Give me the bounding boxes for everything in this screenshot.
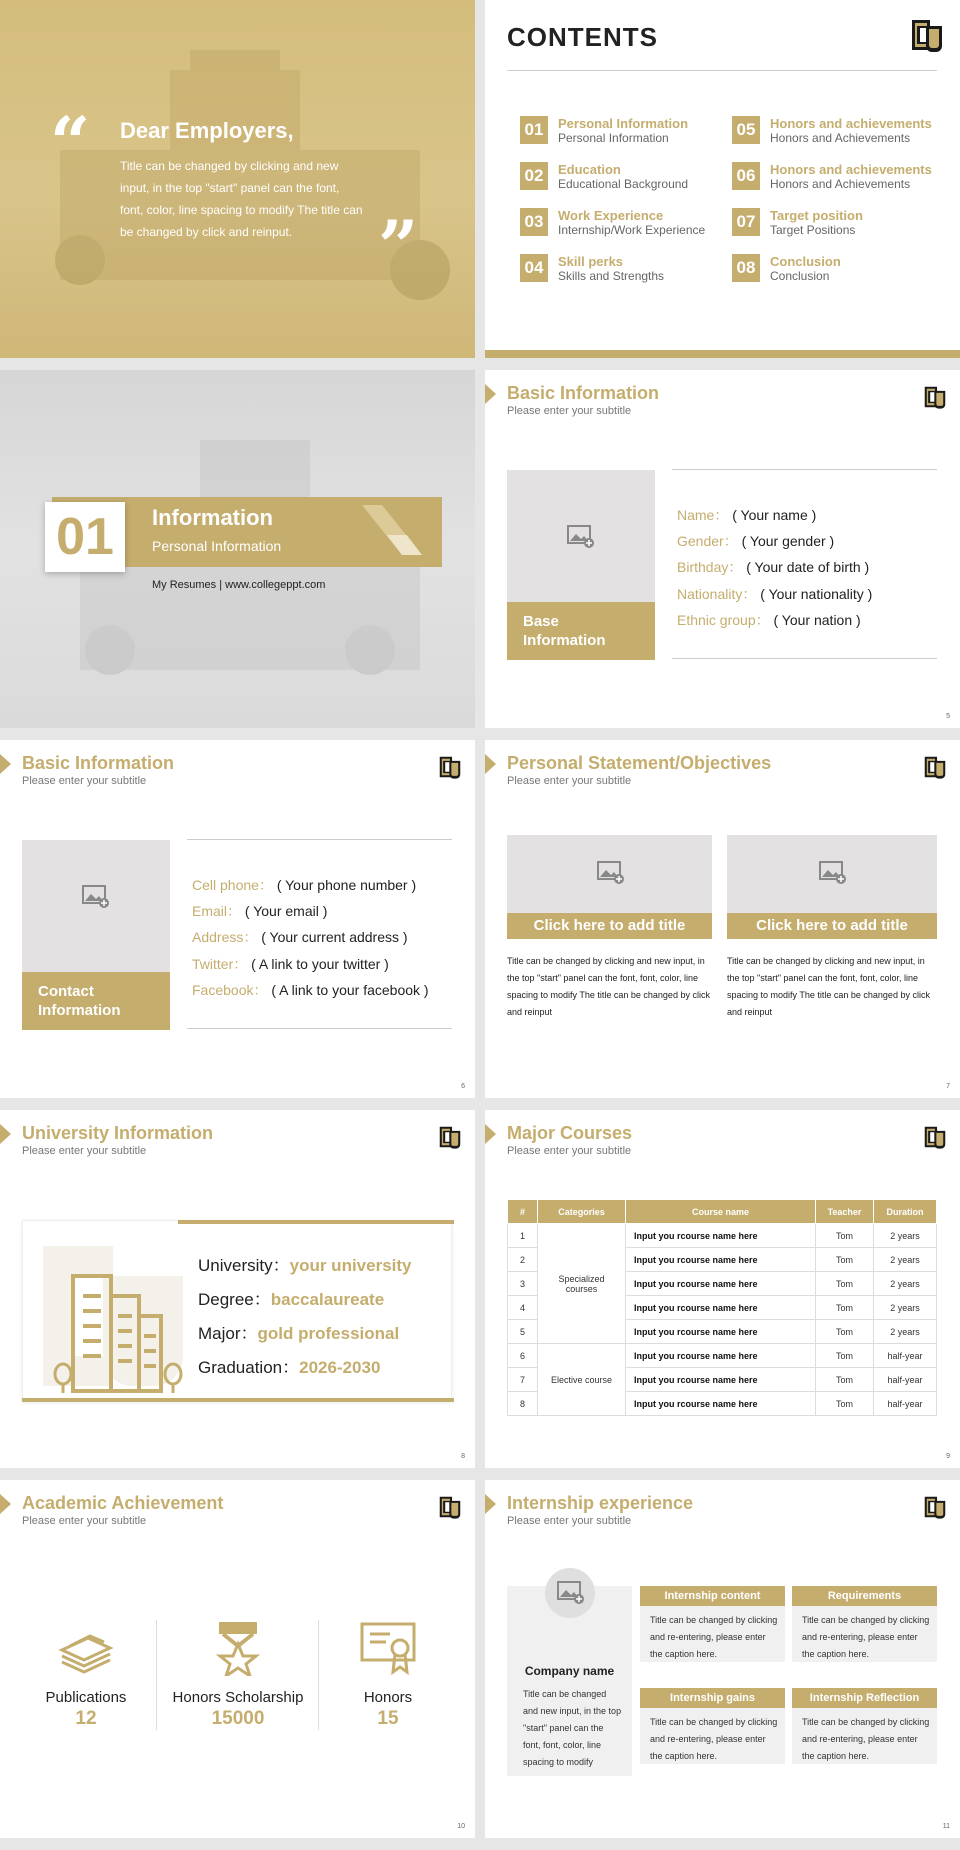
field-name[interactable]: Name： ( Your name ) xyxy=(677,507,817,523)
contents-item-title: Personal Information xyxy=(558,116,689,131)
slide-title: Personal Statement/Objectives xyxy=(507,753,772,773)
major-row[interactable]: Major：gold professional xyxy=(198,1324,400,1343)
header-arrow-icon xyxy=(485,384,496,404)
company-logo-placeholder[interactable] xyxy=(545,1568,595,1618)
close-quote-icon: ” xyxy=(378,205,419,288)
teacher: Tom xyxy=(816,1224,874,1248)
contents-item-title: Target position xyxy=(770,208,863,223)
contents-item-subtitle: Educational Background xyxy=(558,177,689,191)
page-number: 6 xyxy=(461,1083,465,1090)
contents-item-number: 05 xyxy=(732,116,760,144)
university-logo-icon xyxy=(437,754,463,780)
image-placeholder-icon xyxy=(82,885,110,909)
table-row[interactable] xyxy=(508,1344,937,1368)
cover-title: Dear Employers, xyxy=(120,118,294,143)
course-name: Input you rcourse name here xyxy=(626,1344,816,1368)
contents-item-number: 04 xyxy=(520,254,548,282)
course-name: Input you rcourse name here xyxy=(626,1320,816,1344)
base-information-caption: Base Information xyxy=(507,602,655,660)
teacher: Tom xyxy=(816,1296,874,1320)
contents-item-title: Honors and achievements xyxy=(770,162,932,177)
slide-cover xyxy=(0,0,475,358)
row-number: 4 xyxy=(508,1296,538,1320)
internship-reflection-box xyxy=(792,1688,937,1764)
statement-text: Title can be changed by clicking and new input, in the top "start" panel can the font, font, color, line spacing to modify The title can be changed by click and reinput xyxy=(507,956,710,1017)
contents-item-title: Conclusion xyxy=(770,254,841,269)
achievement-value: 12 xyxy=(75,1708,97,1729)
achievement-label: Publications xyxy=(45,1689,127,1706)
slide-academic-achievement xyxy=(0,1480,475,1838)
teacher: Tom xyxy=(816,1344,874,1368)
contents-item[interactable] xyxy=(732,116,942,150)
box-heading: Requirements xyxy=(792,1586,937,1606)
section-footer: My Resumes | www.collegeppt.com xyxy=(152,579,326,591)
medal-icon xyxy=(213,1620,263,1676)
slide-title: Basic Information xyxy=(22,753,175,773)
page-number: 5 xyxy=(946,713,950,720)
table-row[interactable] xyxy=(508,1224,937,1248)
slide-section xyxy=(0,370,475,728)
achievement-label: Honors Scholarship xyxy=(172,1689,304,1706)
contents-item-number: 08 xyxy=(732,254,760,282)
table-header-row xyxy=(508,1200,937,1224)
row-number: 2 xyxy=(508,1248,538,1272)
row-number: 1 xyxy=(508,1224,538,1248)
contents-item-subtitle: Target Positions xyxy=(770,223,856,237)
contents-title: CONTENTS xyxy=(507,22,658,52)
field-cell-phone[interactable]: Cell phone： ( Your phone number ) xyxy=(192,877,417,893)
contents-item-number: 07 xyxy=(732,208,760,236)
page-number: 8 xyxy=(461,1453,465,1460)
row-number: 6 xyxy=(508,1344,538,1368)
row-number: 5 xyxy=(508,1320,538,1344)
course-name: Input you rcourse name here xyxy=(626,1272,816,1296)
slide-basic-information xyxy=(485,370,960,728)
field-ethnic-group[interactable]: Ethnic group： ( Your nation ) xyxy=(677,612,861,628)
requirements-box xyxy=(792,1586,937,1662)
duration: half-year xyxy=(874,1368,937,1392)
slide-subtitle: Please enter your subtitle xyxy=(507,405,632,417)
add-title-button[interactable]: Click here to add title xyxy=(727,913,937,939)
teacher: Tom xyxy=(816,1248,874,1272)
row-number: 8 xyxy=(508,1392,538,1416)
slide-subtitle: Please enter your subtitle xyxy=(22,1145,147,1157)
university-logo-icon xyxy=(908,16,946,54)
image-placeholder-icon xyxy=(567,525,595,549)
slide-title: Basic Information xyxy=(507,383,660,403)
slide-title: University Information xyxy=(22,1123,214,1143)
divider xyxy=(187,1028,452,1029)
contents-item-subtitle: Honors and Achievements xyxy=(770,131,911,145)
degree-row[interactable]: Degree：baccalaureate xyxy=(198,1290,385,1309)
university-logo-icon xyxy=(437,1494,463,1520)
column-header: Course name xyxy=(626,1200,816,1224)
contents-item-subtitle: Skills and Strengths xyxy=(558,269,665,283)
contents-divider xyxy=(507,70,937,71)
contents-item-title: Skill perks xyxy=(558,254,624,269)
slide-title: Academic Achievement xyxy=(22,1493,224,1513)
field-address[interactable]: Address： ( Your current address ) xyxy=(192,929,408,945)
field-nationality[interactable]: Nationality： ( Your nationality ) xyxy=(677,586,873,602)
achievement-honors xyxy=(318,1620,458,1730)
university-logo-icon xyxy=(922,1494,948,1520)
field-email[interactable]: Email： ( Your email ) xyxy=(192,903,328,919)
box-heading: Internship Reflection xyxy=(792,1688,937,1708)
card-bottom-bar xyxy=(22,1398,454,1402)
course-name: Input you rcourse name here xyxy=(626,1296,816,1320)
achievement-publications xyxy=(16,1620,156,1730)
box-heading: Internship content xyxy=(640,1586,785,1606)
column-header: # xyxy=(508,1200,538,1224)
section-number: 01 xyxy=(45,502,125,572)
university-row[interactable]: University：your university xyxy=(198,1256,412,1275)
page-number: 10 xyxy=(457,1823,465,1830)
contents-item-subtitle: Internship/Work Experience xyxy=(558,223,706,237)
card-top-bar xyxy=(178,1220,454,1224)
image-placeholder[interactable] xyxy=(507,835,712,913)
university-logo-icon xyxy=(437,1124,463,1150)
image-placeholder[interactable] xyxy=(727,835,937,913)
field-facebook[interactable]: Facebook： ( A link to your facebook ) xyxy=(192,982,429,998)
contents-item-subtitle: Conclusion xyxy=(770,269,830,283)
achievement-scholarship xyxy=(168,1620,308,1730)
image-placeholder-icon xyxy=(819,861,847,885)
duration: 2 years xyxy=(874,1224,937,1248)
internship-gains-box xyxy=(640,1688,785,1764)
internship-content-box xyxy=(640,1586,785,1662)
books-icon xyxy=(56,1620,116,1676)
contents-item[interactable] xyxy=(520,116,730,150)
box-text: Title can be changed by clicking and re-entering, please enter the caption here. xyxy=(802,1717,930,1761)
contents-item-title: Education xyxy=(558,162,621,177)
duration: half-year xyxy=(874,1344,937,1368)
box-text: Title can be changed by clicking and re-entering, please enter the caption here. xyxy=(650,1615,778,1659)
decorative-stripes xyxy=(362,505,432,565)
field-gender[interactable]: Gender： ( Your gender ) xyxy=(677,533,835,549)
header-arrow-icon xyxy=(485,1494,496,1514)
category-cell: Specialized courses xyxy=(538,1224,626,1344)
slide-title: Internship experience xyxy=(507,1493,694,1513)
row-number: 7 xyxy=(508,1368,538,1392)
slide-subtitle: Please enter your subtitle xyxy=(507,1145,632,1157)
duration: 2 years xyxy=(874,1320,937,1344)
teacher: Tom xyxy=(816,1368,874,1392)
duration: 2 years xyxy=(874,1248,937,1272)
duration: 2 years xyxy=(874,1272,937,1296)
slide-contents xyxy=(485,0,960,358)
slide-subtitle: Please enter your subtitle xyxy=(22,1515,147,1527)
contents-item-number: 06 xyxy=(732,162,760,190)
company-description: Title can be changed and new input, in the top "start" panel can the font, font, color, line spacing to modify xyxy=(523,1689,622,1767)
header-arrow-icon xyxy=(0,1124,11,1144)
category-cell: Elective course xyxy=(538,1344,626,1416)
course-name: Input you rcourse name here xyxy=(626,1224,816,1248)
box-heading: Internship gains xyxy=(640,1688,785,1708)
slide-subtitle: Please enter your subtitle xyxy=(507,1515,632,1527)
box-text: Title can be changed by clicking and re-entering, please enter the caption here. xyxy=(650,1717,778,1761)
page-number: 11 xyxy=(942,1823,950,1830)
contents-item[interactable] xyxy=(520,162,730,196)
buildings-icon xyxy=(33,1236,193,1396)
achievement-label: Honors xyxy=(363,1689,413,1706)
slide-subtitle: Please enter your subtitle xyxy=(507,775,632,787)
add-title-button[interactable]: Click here to add title xyxy=(507,913,712,939)
cover-body: Title can be changed by clicking and new input, in the top "start" panel can the font, font, color, line spacing to modify The title can be changed by click and reinput. xyxy=(120,159,363,239)
duration: 2 years xyxy=(874,1296,937,1320)
column-header: Categories xyxy=(538,1200,626,1224)
column-header: Teacher xyxy=(816,1200,874,1224)
slide-personal-statement xyxy=(485,740,960,1098)
contents-item[interactable] xyxy=(732,162,942,196)
field-twitter[interactable]: Twitter： ( A link to your twitter ) xyxy=(192,956,389,972)
field-birthday[interactable]: Birthday： ( Your date of birth ) xyxy=(677,559,870,575)
course-name: Input you rcourse name here xyxy=(626,1368,816,1392)
slide-internship-experience xyxy=(485,1480,960,1838)
university-logo-icon xyxy=(922,384,948,410)
contents-item-title: Work Experience xyxy=(558,208,664,223)
company-name: Company name xyxy=(524,1664,615,1678)
header-arrow-icon xyxy=(485,754,496,774)
teacher: Tom xyxy=(816,1272,874,1296)
achievement-value: 15000 xyxy=(211,1708,265,1729)
contents-item-subtitle: Honors and Achievements xyxy=(770,177,911,191)
company-card xyxy=(507,1586,632,1776)
image-placeholder-icon xyxy=(557,1581,585,1605)
course-name: Input you rcourse name here xyxy=(626,1392,816,1416)
header-arrow-icon xyxy=(485,1124,496,1144)
box-text: Title can be changed by clicking and re-entering, please enter the caption here. xyxy=(802,1615,930,1659)
slide-university-information xyxy=(0,1110,475,1468)
contents-item-title: Honors and achievements xyxy=(770,116,932,131)
divider xyxy=(156,1620,157,1730)
university-logo-icon xyxy=(922,754,948,780)
slide-title: Major Courses xyxy=(507,1123,633,1143)
contents-item[interactable] xyxy=(520,254,730,288)
divider xyxy=(187,839,452,840)
header-arrow-icon xyxy=(0,1494,11,1514)
image-placeholder-icon xyxy=(597,861,625,885)
contents-item[interactable] xyxy=(732,208,942,242)
column-header: Duration xyxy=(874,1200,937,1224)
contents-item-number: 02 xyxy=(520,162,548,190)
contact-information-caption: Contact Information xyxy=(22,972,170,1030)
slide-basic-information xyxy=(0,740,475,1098)
contents-item-number: 01 xyxy=(520,116,548,144)
section-subtitle: Personal Information xyxy=(152,538,282,554)
open-quote-icon: “ xyxy=(50,101,91,184)
contents-item[interactable] xyxy=(732,254,942,288)
contents-bottom-bar xyxy=(485,350,960,358)
certificate-icon xyxy=(358,1620,418,1676)
statement-text: Title can be changed by clicking and new input, in the top "start" panel can the font, font, color, line spacing to modify The title can be changed by click and reinput xyxy=(727,956,930,1017)
header-arrow-icon xyxy=(0,754,11,774)
section-title: Information xyxy=(152,505,273,530)
page-number: 9 xyxy=(946,1453,950,1460)
teacher: Tom xyxy=(816,1320,874,1344)
achievement-value: 15 xyxy=(377,1708,399,1729)
contents-item-number: 03 xyxy=(520,208,548,236)
divider xyxy=(672,658,937,659)
page-number: 7 xyxy=(946,1083,950,1090)
teacher: Tom xyxy=(816,1392,874,1416)
row-number: 3 xyxy=(508,1272,538,1296)
university-logo-icon xyxy=(922,1124,948,1150)
duration: half-year xyxy=(874,1392,937,1416)
course-name: Input you rcourse name here xyxy=(626,1248,816,1272)
contents-item[interactable] xyxy=(520,208,730,242)
divider xyxy=(672,469,937,470)
slide-subtitle: Please enter your subtitle xyxy=(22,775,147,787)
contents-item-subtitle: Personal Information xyxy=(558,131,669,145)
courses-table xyxy=(507,1199,937,1416)
slide-major-courses xyxy=(485,1110,960,1468)
graduation-row[interactable]: Graduation：2026-2030 xyxy=(198,1358,381,1377)
